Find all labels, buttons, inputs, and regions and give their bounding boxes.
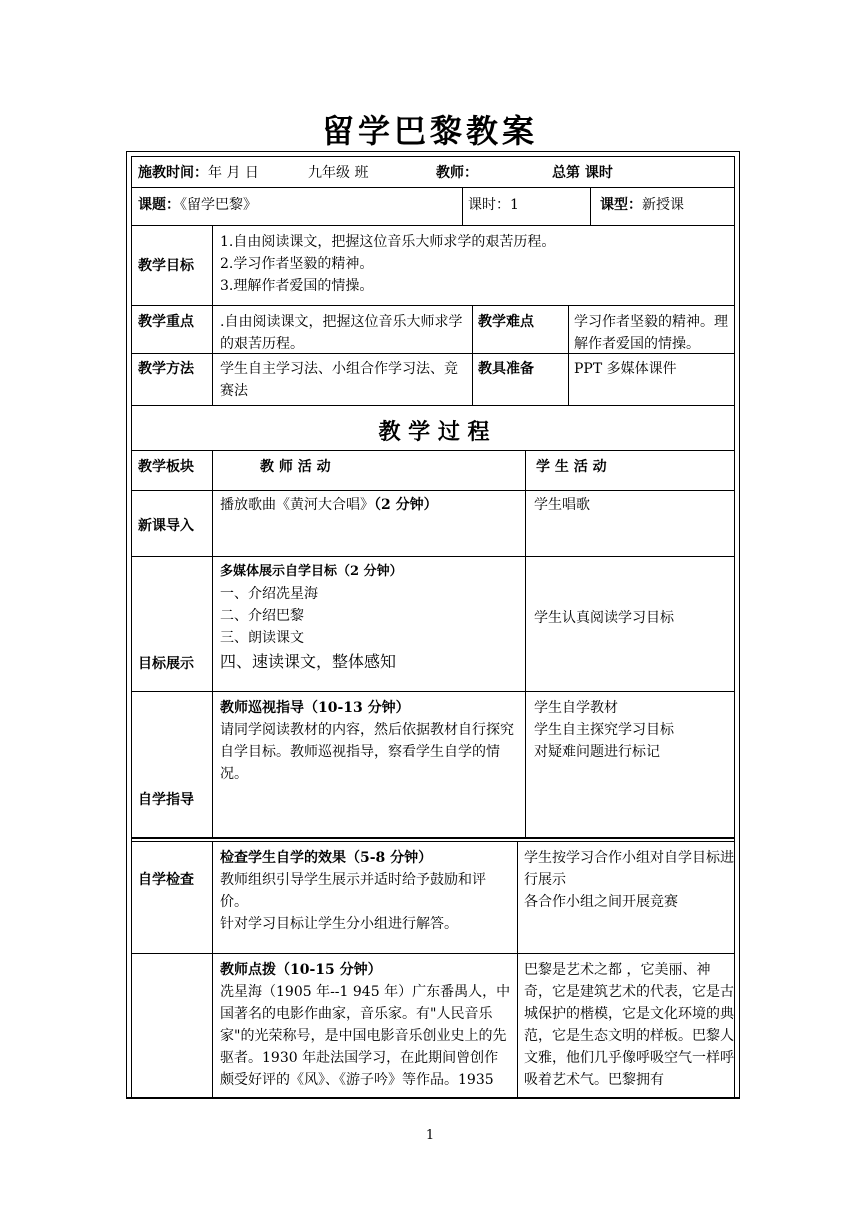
self-study-title: 教师巡视指导（10-13 分钟） [220, 700, 410, 716]
self-check-text-2: 针对学习目标让学生分小组进行解答。 [220, 916, 458, 932]
goal-display-item-1: 一、介绍冼星海 [220, 586, 318, 602]
col-student-header: 学 生 活 动 [536, 459, 607, 475]
section-self-check: 自学检查 [138, 872, 194, 888]
goals-label: 教学目标 [138, 258, 194, 274]
process-heading: 教 学 过 程 [378, 419, 490, 445]
goal-display-title: 多媒体展示自学目标（2 分钟） [220, 564, 403, 579]
self-check-text: 教师组织引导学生展示并适时给予鼓励和评价。 [220, 872, 486, 910]
page-number: 1 [425, 1128, 435, 1143]
goal-item-1: 1.自由阅读课文，把握这位音乐大师求学的艰苦历程。 [220, 234, 556, 250]
table-bottom-rule [126, 1097, 740, 1099]
self-check-title: 检查学生自学的效果（5-8 分钟） [220, 850, 433, 866]
difficulty-label: 教学难点 [478, 314, 534, 330]
self-check-student-2: 各合作小组之间开展竞赛 [524, 894, 678, 910]
topic-field: 课题：《留学巴黎》 [138, 197, 257, 213]
col-section-header: 教学板块 [138, 459, 194, 475]
self-study-student-3: 对疑难问题进行标记 [534, 744, 660, 760]
goal-display-item-4: 四、速读课文，整体感知 [220, 652, 397, 671]
total-hours-label: 总第 课时 [552, 165, 613, 181]
intro-student-activity: 学生唱歌 [534, 497, 590, 513]
goal-display-student: 学生认真阅读学习目标 [534, 610, 674, 626]
section-intro: 新课导入 [138, 518, 194, 534]
tools-label: 教具准备 [478, 361, 534, 377]
guidance-student-text: 巴黎是艺术之都 ，它美丽、神奇，它是建筑艺术的代表，它是古城保护的楷模，它是文化环境的典范，它是生态文明的样板。巴黎人文雅，他们几乎像呼吸空气一样呼吸着艺术气。巴黎拥有 [524, 962, 734, 1088]
lesson-type: 课型：新授课 [600, 197, 684, 213]
table-inner [131, 156, 735, 1097]
lesson-plan-table [126, 151, 740, 1098]
method-value: 学生自主学习法、小组合作学习法、竞赛法 [220, 361, 458, 399]
goal-display-item-2: 二、介绍巴黎 [220, 608, 304, 624]
time-value: 年 月 日 [208, 165, 259, 181]
section-goal-display: 目标展示 [138, 656, 194, 672]
time-label: 施教时间： [138, 165, 208, 181]
lesson-hours: 课时：1 [468, 197, 519, 213]
difficulty-value: 学习作者坚毅的精神。理解作者爱国的情操。 [574, 314, 728, 352]
goal-item-3: 3.理解作者爱国的情操。 [220, 278, 374, 294]
self-study-student-1: 学生自学教材 [534, 700, 618, 716]
self-check-student: 学生按学习合作小组对自学目标进行展示 [524, 850, 734, 888]
goal-item-2: 2.学习作者坚毅的精神。 [220, 256, 374, 272]
page-title: 留学巴黎教案 [321, 112, 538, 150]
focus-value: .自由阅读课文，把握这位音乐大师求学的艰苦历程。 [220, 314, 463, 352]
section-self-study: 自学指导 [138, 792, 194, 808]
self-study-text: 请同学阅读教材的内容，然后依据教材自行探究自学目标。教师巡视指导，察看学生自学的情况。 [220, 722, 514, 782]
intro-teacher-activity: 播放歌曲《黄河大合唱》（2 分钟） [220, 497, 438, 513]
guidance-title: 教师点拨（10-15 分钟） [220, 962, 382, 978]
tools-value: PPT 多媒体课件 [574, 361, 677, 377]
method-label: 教学方法 [138, 361, 194, 377]
grade-value: 九年级 班 [308, 165, 369, 181]
guidance-text: 冼星海（1905 年--1 945 年）广东番禺人，中国著名的电影作曲家，音乐家。有"人民音乐家"的光荣称号，是中国电影音乐创业史上的先驱者。1930 年赴法国学习，在此期间曾创作颇受好评的《风》、《游子吟》等作品。1935 [220, 984, 511, 1088]
self-study-student-2: 学生自主探究学习目标 [534, 722, 674, 738]
col-teacher-header: 教 师 活 动 [260, 459, 331, 475]
goal-display-item-3: 三、朗读课文 [220, 630, 304, 646]
focus-label: 教学重点 [138, 314, 194, 330]
teacher-label: 教师： [436, 165, 478, 181]
